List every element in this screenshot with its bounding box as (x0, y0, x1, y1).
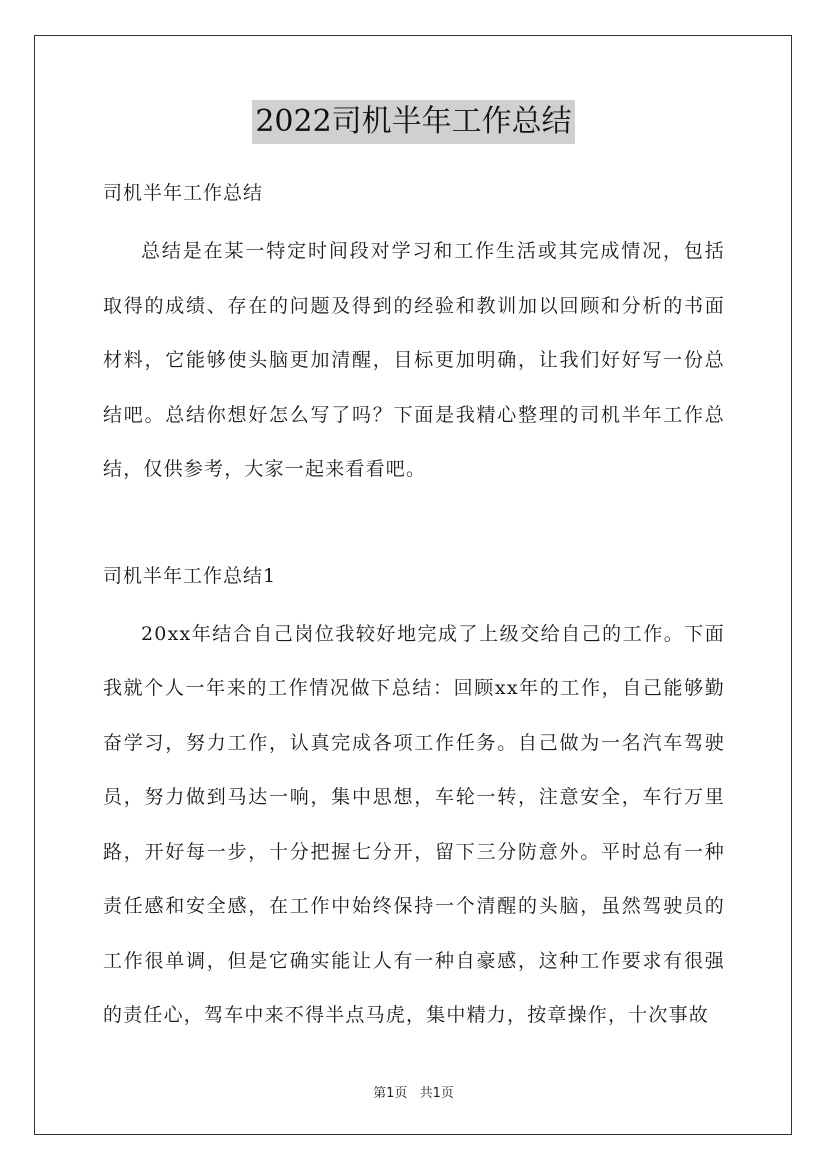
section1-heading: 司机半年工作总结1 (103, 564, 277, 587)
document-title: 2022司机半年工作总结 (252, 100, 574, 144)
page-footer (0, 1082, 827, 1101)
intro-paragraph: 总结是在某一特定时间段对学习和工作生活或其完成情况，包括取得的成绩、存在的问题及得到的经验和教训加以回顾和分析的书面材料，它能够使头脑更加清醒，目标更加明确，让我们好好写一份总结吧。总结你想好怎么写了吗？下面是我精心整理的司机半年工作总结，仅供参考，大家一起来看看吧。 (103, 240, 725, 480)
page-number-current: 第1页 (373, 1086, 408, 1101)
section1-paragraph: 20xx年结合自己岗位我较好地完成了上级交给自己的工作。下面我就个人一年来的工作情况做下总结：回顾xx年的工作，自己能够勤奋学习，努力工作，认真完成各项工作任务。自己做为一名汽车驾驶员，努力做到马达一响，集中思想，车轮一转，注意安全，车行万里路，开好每一步，十分把握七分开，留下三分防意外。平时总有一种责任感和安全感，在工作中始终保持一个清醒的头脑，虽然驾驶员的工作很单调，但是它确实能让人有一种自豪感，这种工作要求有很强的责任心，驾车中来不得半点马虎，集中精力，按章操作，十次事故 (103, 622, 725, 1026)
section-spacer (103, 497, 725, 553)
document-body (103, 170, 725, 1043)
intro-heading: 司机半年工作总结 (103, 182, 264, 204)
page-number-total: 共1页 (419, 1086, 454, 1101)
title-container (0, 100, 827, 144)
